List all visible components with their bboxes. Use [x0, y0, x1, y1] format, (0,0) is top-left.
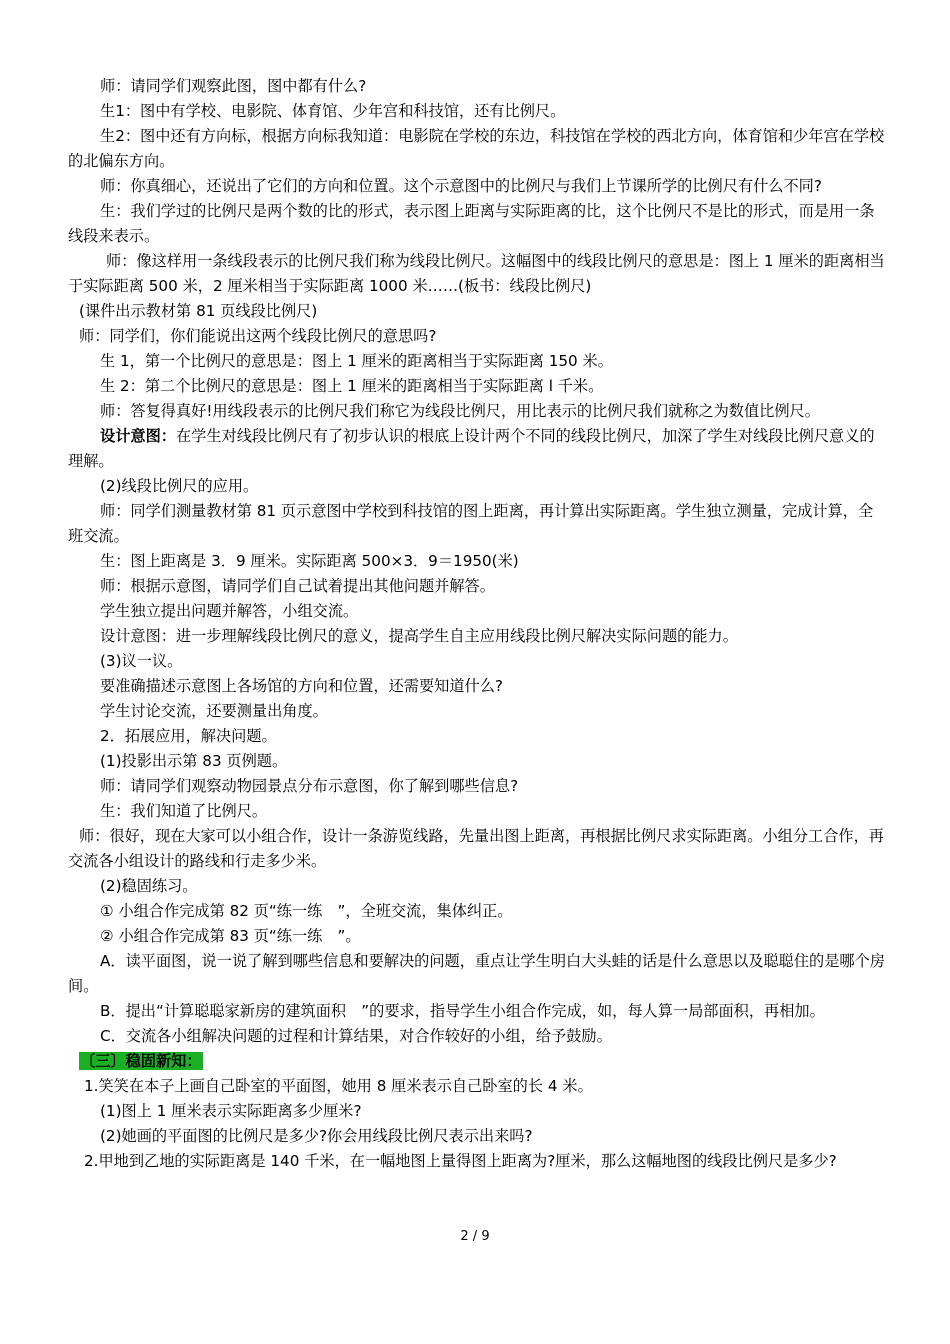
paragraph: 生：我们知道了比例尺。 — [100, 802, 268, 820]
paragraph: (课件出示教材第 81 页线段比例尺) — [79, 302, 318, 320]
paragraph: 学生讨论交流，还要测量出角度。 — [100, 702, 328, 720]
paragraph: 学生独立提出问题并解答，小组交流。 — [100, 602, 359, 620]
section-label: 〔三〕稳固新知： — [80, 1052, 202, 1070]
paragraph: 生 2：第二个比例尺的意思是：图上 1 厘米的距离相当于实际距离 l 千米。 — [100, 377, 604, 395]
paragraph: 生2：图中还有方向标，根据方向标我知道：电影院在学校的东边，科技馆在学校的西北方向，体育馆和少年宫在学校的北偏东方向。 — [68, 127, 885, 170]
paragraph: (3)议一议。 — [100, 652, 183, 670]
paragraph: 师：同学们，你们能说出这两个线段比例尺的意思吗? — [79, 327, 437, 345]
paragraph: (2)稳固练习。 — [100, 877, 198, 895]
document-body — [68, 74, 888, 1174]
paragraph: 生1：图中有学校、电影院、体育馆、少年宫和科技馆，还有比例尺。 — [100, 102, 566, 120]
paragraph: 师：像这样用一条线段表示的比例尺我们称为线段比例尺。这幅图中的线段比例尺的意思是：图上 1 厘米的距离相当于实际距离 500 米，2 厘米相当于实际距离 1000 米……(板书：线段比例尺) — [68, 252, 885, 295]
paragraph: 1.笑笑在本子上画自己卧室的平面图，她用 8 厘米表示自己卧室的长 4 米。 — [84, 1077, 593, 1095]
paragraph: 师：根据示意图，请同学们自己试着提出其他问题并解答。 — [100, 577, 495, 595]
page-number: 2 / 9 — [460, 1229, 490, 1244]
design-intent-label: 设计意图： — [100, 427, 176, 445]
paragraph: 师：你真细心，还说出了它们的方向和位置。这个示意图中的比例尺与我们上节课所学的比例尺有什么不同? — [100, 177, 822, 195]
paragraph: A．读平面图，说一说了解到哪些信息和要解决的问题，重点让学生明白大头蛙的话是什么意思以及聪聪住的是哪个房间。 — [68, 952, 885, 995]
paragraph: 2.甲地到乙地的实际距离是 140 千米，在一幅地图上量得图上距离为?厘米，那么这幅地图的线段比例尺是多少? — [84, 1152, 837, 1170]
paragraph: C．交流各小组解决问题的过程和计算结果，对合作较好的小组，给予鼓励。 — [100, 1027, 612, 1045]
paragraph: 师：请同学们观察此图，图中都有什么? — [100, 77, 367, 95]
paragraph: 师：同学们测量教材第 81 页示意图中学校到科技馆的图上距离，再计算出实际距离。学生独立测量，完成计算，全班交流。 — [68, 502, 874, 545]
paragraph: 设计意图：进一步理解线段比例尺的意义，提高学生自主应用线段比例尺解决实际问题的能力。 — [100, 627, 738, 645]
section-heading — [68, 1049, 888, 1074]
design-intent-paragraph — [68, 424, 888, 474]
paragraph: B．提出“计算聪聪家新房的建筑面积 ”的要求，指导学生小组合作完成，如，每人算一局部面积，再相加。 — [100, 1002, 825, 1020]
paragraph: 2．拓展应用，解决问题。 — [100, 727, 277, 745]
paragraph: 生：图上距离是 3．9 厘米。实际距离 500×3．9＝1950(米) — [100, 552, 519, 570]
paragraph: 生：我们学过的比例尺是两个数的比的形式，表示图上距离与实际距离的比，这个比例尺不是比的形式，而是用一条线段来表示。 — [68, 202, 875, 245]
design-intent-text: 在学生对线段比例尺有了初步认识的根底上设计两个不同的线段比例尺，加深了学生对线段比例尺意义的理解。 — [68, 427, 875, 470]
paragraph: (1)图上 1 厘米表示实际距离多少厘米? — [100, 1102, 362, 1120]
paragraph: 要准确描述示意图上各场馆的方向和位置，还需要知道什么? — [100, 677, 503, 695]
paragraph: 生 1，第一个比例尺的意思是：图上 1 厘米的距离相当于实际距离 150 米。 — [100, 352, 613, 370]
paragraph: (1)投影出示第 83 页例题。 — [100, 752, 288, 770]
paragraph: ① 小组合作完成第 82 页“练一练 ”，全班交流，集体纠正。 — [100, 902, 513, 920]
paragraph: 师：答复得真好!用线段表示的比例尺我们称它为线段比例尺，用比表示的比例尺我们就称之为数值比例尺。 — [100, 402, 820, 420]
paragraph: (2)线段比例尺的应用。 — [100, 477, 259, 495]
paragraph: 师：请同学们观察动物园景点分布示意图，你了解到哪些信息? — [100, 777, 519, 795]
paragraph: 师：很好，现在大家可以小组合作，设计一条游览线路，先量出图上距离，再根据比例尺求实际距离。小组分工合作，再交流各小组设计的路线和行走多少米。 — [68, 827, 884, 870]
paragraph: ② 小组合作完成第 83 页“练一练 ”。 — [100, 927, 361, 945]
paragraph: (2)她画的平面图的比例尺是多少?你会用线段比例尺表示出来吗? — [100, 1127, 533, 1145]
